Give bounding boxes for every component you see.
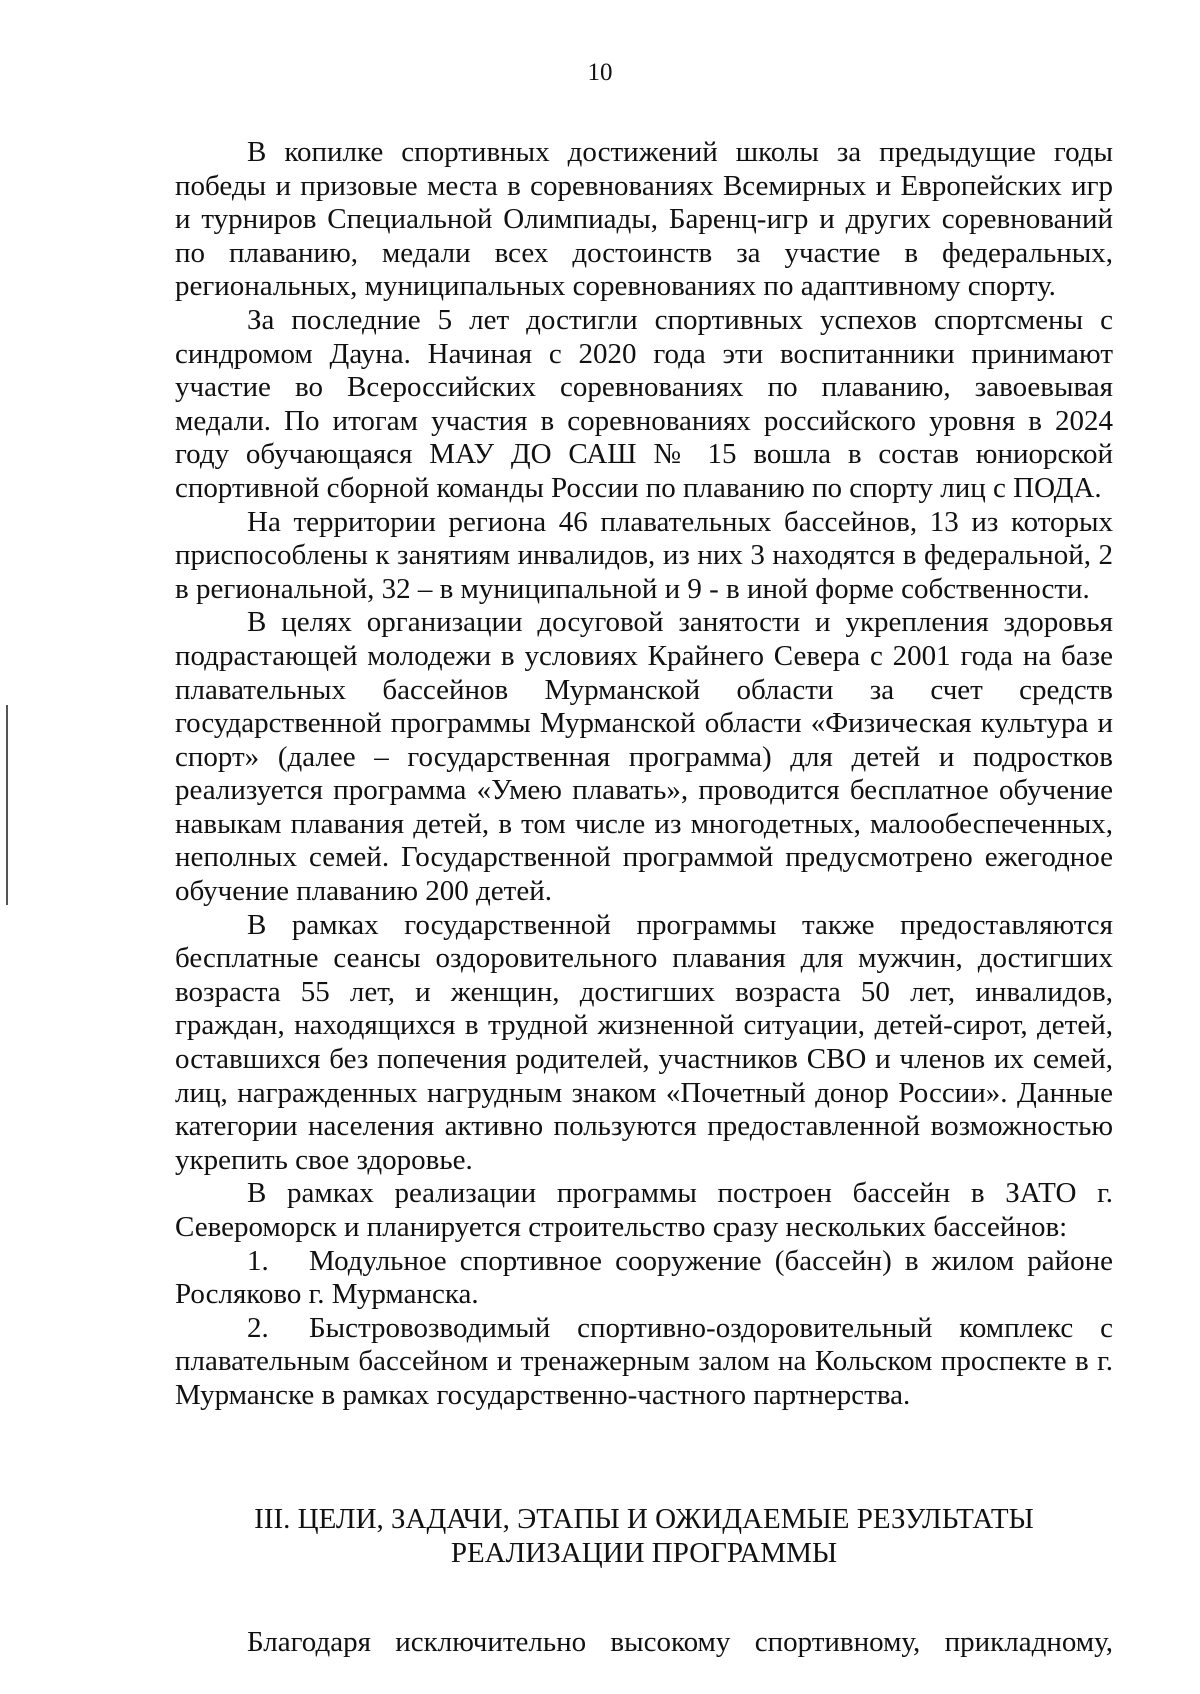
paragraph-free-sessions: В рамках государственной программы также предоставляются бесплатные сеансы оздоровительного плавания для мужчин, достигших возраста 55 лет, и женщин, достигших возраста 50 лет, инвалидов, граждан, находящихся в трудной жизненной ситуации, детей-сирот, детей, оставшихся без попечения родителей, участников СВО и членов их семей, лиц, награжденных нагрудным знаком «Почетный донор России». Данные категории населения активно пользуются предоставленной возможностью укрепить свое здоровье. [175,908,1113,1176]
paragraph-closing: Благодаря исключительно высокому спортивному, прикладному, [247,1625,1113,1658]
page-number: 10 [587,59,613,86]
paragraph-down-syndrome-athletes: За последние 5 лет достигли спортивных успехов спортсмены с синдромом Дауна. Начиная с 2020 года эти воспитанники принимают участие во Всероссийских соревнованиях по плаванию, завоевывая медали. По итогам участия в соревнованиях российского уровня в 2024 году обучающаяся МАУ ДО САШ № 15 вошла в состав юниорской спортивной сборной команды России по плаванию по спорту лиц с ПОДА. [175,303,1113,504]
paragraph-pools-count: На территории региона 46 плавательных бассейнов, 13 из которых приспособлены к занятиям инвалидов, из них 3 находятся в федеральной, 2 в региональной, 32 – в муниципальной и 9 - в иной форме собственности. [175,505,1113,605]
paragraph-achievements: В копилке спортивных достижений школы за предыдущие годы победы и призовые места в соревнованиях Всемирных и Европейских игр и турниров Специальной Олимпиады, Баренц-игр и других соревнований по плаванию, медали всех достоинств за участие в федеральных, региональных, муниципальных соревнованиях по адаптивному спорту. [175,136,1113,303]
list-item [175,1312,1113,1413]
paragraph-swim-program: В целях организации досуговой занятости и укрепления здоровья подрастающей молодежи в условиях Крайнего Севера с 2001 года на базе плавательных бассейнов Мурманской области за счет средств государственной программы Мурманской области «Физическая культура и спорт» (далее – государственная программа) для детей и подростков реализуется программа «Умею плавать», проводится бесплатное обучение навыкам плавания детей, в том числе из многодетных, малообеспеченных, неполных семей. Государственной программой предусмотрено ежегодное обучение плаванию 200 детей. [175,606,1113,908]
list-text: Быстровозводимый спортивно-оздоровительный комплекс с плавательным бассейном и тренажерным залом на Кольском проспекте в г. Мурманске в рамках государственно-частного партнерства. [175,1311,1113,1411]
list-text: Модульное спортивное сооружение (бассейн) в жилом районе Росляково г. Мурманска. [175,1244,1113,1311]
document-body [175,136,1113,1659]
list-item [175,1245,1113,1312]
list-number: 1. [247,1244,269,1277]
section-heading-line-1: III. ЦЕЛИ, ЗАДАЧИ, ЭТАПЫ И ОЖИДАЕМЫЕ РЕЗУЛЬТАТЫ [254,1502,1034,1535]
scan-edge-mark [6,705,8,905]
paragraph-construction: В рамках реализации программы построен бассейн в ЗАТО г. Североморск и планируется строительство сразу нескольких бассейнов: [175,1177,1113,1243]
list-number: 2. [247,1311,269,1344]
section-heading-line-2: РЕАЛИЗАЦИИ ПРОГРАММЫ [450,1536,838,1569]
section-heading [175,1502,1113,1570]
